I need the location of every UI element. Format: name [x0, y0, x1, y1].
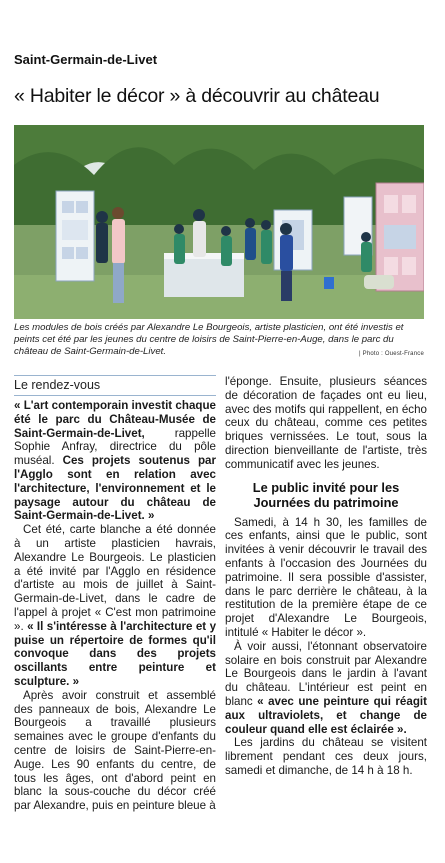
paragraph	[14, 523, 216, 689]
bold-run: « L'art contemporain investit chaque été le parc du Château-Musée de Saint-Germain-de-Livet,	[14, 399, 216, 440]
section-label: Saint-Germain-de-Livet	[14, 52, 158, 67]
text-run: Cet été, carte blanche a été donnée à un artiste plasticien havrais, Alexandre Le Bourgeois. Le plasticien a été invité par l'Agglo en résidence d'artiste au mois de juillet à Saint-Germain-de-Livet, dans le cadre de l'appel à projet « C'est mon patrimoine ».	[14, 523, 216, 633]
article-photo	[14, 125, 424, 319]
left-body	[14, 399, 216, 813]
subheading: Le public invité pour les Journées du patrimoine	[252, 479, 400, 510]
photo-caption: Les modules de bois créés par Alexandre Le Bourgeois, artiste plasticien, ont été investis et peints cet été par les jeunes du centre de loisirs de Saint-Pierre-en-Auge, dans le parc du château de Saint-Germain-de-Livet.	[14, 322, 404, 357]
photo-credit: | Photo : Ouest-France	[359, 351, 424, 357]
paragraph	[225, 640, 427, 737]
headline: « Habiter le décor » à découvrir au château	[14, 85, 380, 107]
photo-illustration	[14, 125, 424, 319]
column-right	[225, 375, 427, 778]
paragraph	[14, 399, 216, 523]
right-body	[225, 375, 427, 778]
bold-run: Ces projets soutenus par l'Agglo sont en relation avec l'architecture, l'environnement et le paysage autour du château de Saint-Germain-de-Livet. »	[14, 454, 216, 523]
bold-run: « avec une peinture qui réagit aux ultraviolets, et change de couleur quand elle est éclairée ».	[225, 694, 427, 736]
bold-run: « Il s'intéresse à l'architecture et y puise un répertoire de formes qu'il convoque dans des projets oscillants entre peinture et sculpture. »	[14, 619, 217, 688]
paragraph: Les jardins du château se visitent librement pendant ces deux jours, samedi et dimanche, de 14 h à 18 h.	[225, 736, 427, 777]
column-left	[14, 375, 216, 813]
paragraph: Après avoir construit et assemblé des panneaux de bois, Alexandre Le Bourgeois a travaillé plusieurs semaines avec le groupe d'enfants du centre de loisirs de Saint-Pierre-en-Auge. Les 90 enfants du centre, de tous les âges, ont d'abord peint en blanc la sous-couche du décor créé par Alexandre, puis en peinture bleue à	[14, 688, 216, 813]
paragraph: Samedi, à 14 h 30, les familles de ces enfants, ainsi que le public, sont invitées à venir découvrir le travail des enfants à l'occasion des Journées du patrimoine. Il sera possible d'assister, dans le parc derrière le château, à la restitution de la première étape de ce projet d'Alexandre Le Bourgeois, intitulé « Habiter le décor ».	[225, 515, 427, 639]
rendez-vous-title: Le rendez-vous	[14, 376, 216, 396]
text-run: À voir aussi, l'étonnant observatoire solaire en bois construit par Alexandre Le Bourgeois dans le jardin à l'avant du château. L'intérieur est peint en blanc	[225, 639, 427, 708]
text-run: rappelle Sophie Anfray, directrice du pôle muséal.	[14, 426, 216, 468]
paragraph: l'éponge. Ensuite, plusieurs séances de décoration de façades ont eu lieu, avec des motifs qui rappellent, en écho ceux du château, comme ces petites briques vernissées. Le tout, sous la direction bienveillante de l'artiste, très communicatif avec les jeunes.	[225, 375, 427, 471]
